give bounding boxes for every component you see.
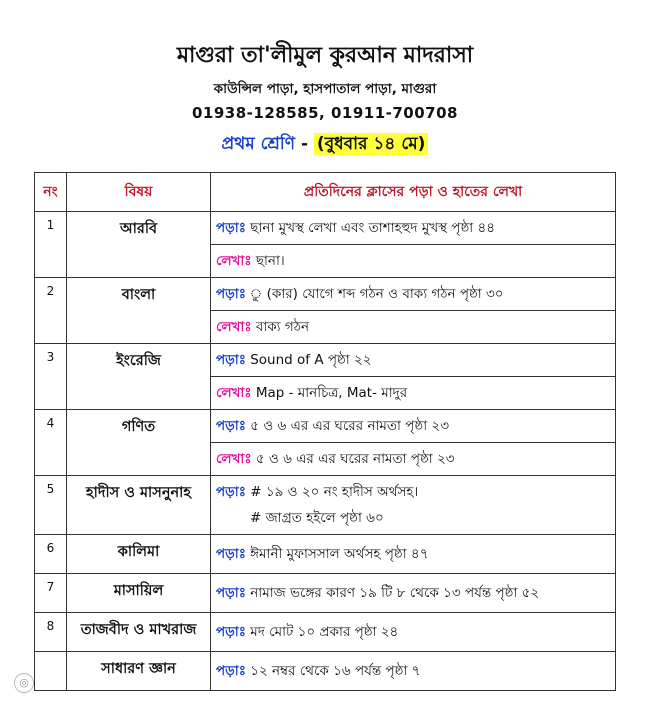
header-tasks: প্রতিদিনের ক্লাসের পড়া ও হাতের লেখা bbox=[211, 173, 616, 212]
read-task bbox=[211, 652, 616, 691]
read-task bbox=[211, 535, 616, 574]
read-text: নামাজ ভঙ্গের কারণ ১৯ টি ৮ থেকে ১৩ পর্যন্ত পৃষ্ঠা ৫২ bbox=[250, 584, 540, 601]
write-label: লেখাঃ bbox=[216, 318, 252, 335]
header-number: নং bbox=[35, 173, 67, 212]
row-number bbox=[35, 652, 67, 691]
write-label: লেখাঃ bbox=[216, 384, 252, 401]
day-date-highlight: (বুধবার ১৪ মে) bbox=[314, 133, 429, 155]
row-number: 7 bbox=[35, 574, 67, 613]
read-task bbox=[211, 212, 616, 245]
write-text: ছানা। bbox=[255, 252, 285, 269]
read-text: মদ মোট ১০ প্রকার পৃষ্ঠা ২৪ bbox=[250, 623, 399, 640]
fingerprint-icon[interactable]: ◎ bbox=[14, 673, 34, 693]
write-label: লেখাঃ bbox=[216, 252, 252, 269]
row-subject: ইংরেজি bbox=[67, 344, 211, 410]
phone-numbers: 01938-128585, 01911-700708 bbox=[192, 104, 458, 122]
write-text: বাক্য গঠন bbox=[255, 318, 310, 335]
row-subject: সাধারণ জ্ঞান bbox=[67, 652, 211, 691]
address-line: কাউন্সিল পাড়া, হাসপাতাল পাড়া, মাগুরা bbox=[213, 81, 437, 97]
class-line bbox=[0, 131, 650, 159]
read-task bbox=[211, 613, 616, 652]
table-row bbox=[35, 652, 616, 691]
write-text: Map - মানচিত্র, Mat- মাদুর bbox=[255, 384, 408, 401]
write-task bbox=[211, 377, 616, 410]
row-subject: হাদীস ও মাসনুনাহ bbox=[67, 476, 211, 535]
row-number: 4 bbox=[35, 410, 67, 476]
read-task bbox=[211, 574, 616, 613]
read-text: # ১৯ ও ২০ নং হাদীস অর্থসহ। bbox=[250, 483, 419, 500]
read-text-second-line: # জাগ্রত হইলে পৃষ্ঠা ৬০ bbox=[250, 509, 384, 526]
table-row bbox=[35, 410, 616, 443]
row-subject: তাজবীদ ও মাখরাজ bbox=[67, 613, 211, 652]
row-subject: কালিমা bbox=[67, 535, 211, 574]
header-subject: বিষয় bbox=[67, 173, 211, 212]
read-text: ১২ নম্বর থেকে ১৬ পর্যন্ত পৃষ্ঠা ৭ bbox=[250, 662, 421, 679]
row-number: 3 bbox=[35, 344, 67, 410]
read-label: পড়াঃ bbox=[216, 483, 246, 500]
write-task bbox=[211, 311, 616, 344]
row-subject: গণিত bbox=[67, 410, 211, 476]
write-label: লেখাঃ bbox=[216, 450, 252, 467]
row-number: 5 bbox=[35, 476, 67, 535]
read-label: পড়াঃ bbox=[216, 584, 246, 601]
row-number: 8 bbox=[35, 613, 67, 652]
madrasa-title: মাগুরা তা'লীমুল কুরআন মাদরাসা bbox=[176, 43, 474, 68]
write-task bbox=[211, 245, 616, 278]
row-number: 2 bbox=[35, 278, 67, 344]
read-label: পড়াঃ bbox=[216, 545, 246, 562]
read-task bbox=[211, 344, 616, 377]
table-row bbox=[35, 574, 616, 613]
read-label: পড়াঃ bbox=[216, 623, 246, 640]
read-label: পড়াঃ bbox=[216, 351, 246, 368]
table-row bbox=[35, 344, 616, 377]
read-task bbox=[211, 476, 616, 535]
table-header-row bbox=[35, 173, 616, 212]
read-label: পড়াঃ bbox=[216, 662, 246, 679]
table-row bbox=[35, 535, 616, 574]
table-row bbox=[35, 476, 616, 535]
read-label: পড়াঃ bbox=[216, 219, 246, 236]
table-row bbox=[35, 613, 616, 652]
write-text: ৫ ও ৬ এর এর ঘরের নামতা পৃষ্ঠা ২৩ bbox=[255, 450, 455, 467]
class-separator: - bbox=[300, 134, 308, 154]
read-label: পড়াঃ bbox=[216, 417, 246, 434]
read-text: ু (কার) যোগে শব্দ গঠন ও বাক্য গঠন পৃষ্ঠা ৩০ bbox=[262, 285, 504, 302]
read-text: Sound of A পৃষ্ঠা ২২ bbox=[250, 351, 372, 368]
read-text: ৫ ও ৬ এর এর ঘরের নামতা পৃষ্ঠা ২৩ bbox=[250, 417, 449, 434]
write-task bbox=[211, 443, 616, 476]
read-task bbox=[211, 410, 616, 443]
table-row bbox=[35, 278, 616, 311]
row-subject: আরবি bbox=[67, 212, 211, 278]
homework-table bbox=[34, 172, 616, 691]
row-number: 6 bbox=[35, 535, 67, 574]
table-row bbox=[35, 212, 616, 245]
class-name: প্রথম শ্রেণি bbox=[221, 134, 296, 154]
read-text: ঈমানী মুফাসসাল অর্থসহ পৃষ্ঠা ৪৭ bbox=[250, 545, 429, 562]
row-number: 1 bbox=[35, 212, 67, 278]
read-task bbox=[211, 278, 616, 311]
read-label: পড়াঃ bbox=[216, 285, 246, 302]
row-subject: মাসায়িল bbox=[67, 574, 211, 613]
read-text: ছানা মুখস্থ লেখা এবং তাশাহহুদ মুখস্থ পৃষ্ঠা ৪৪ bbox=[250, 219, 495, 236]
row-subject: বাংলা bbox=[67, 278, 211, 344]
